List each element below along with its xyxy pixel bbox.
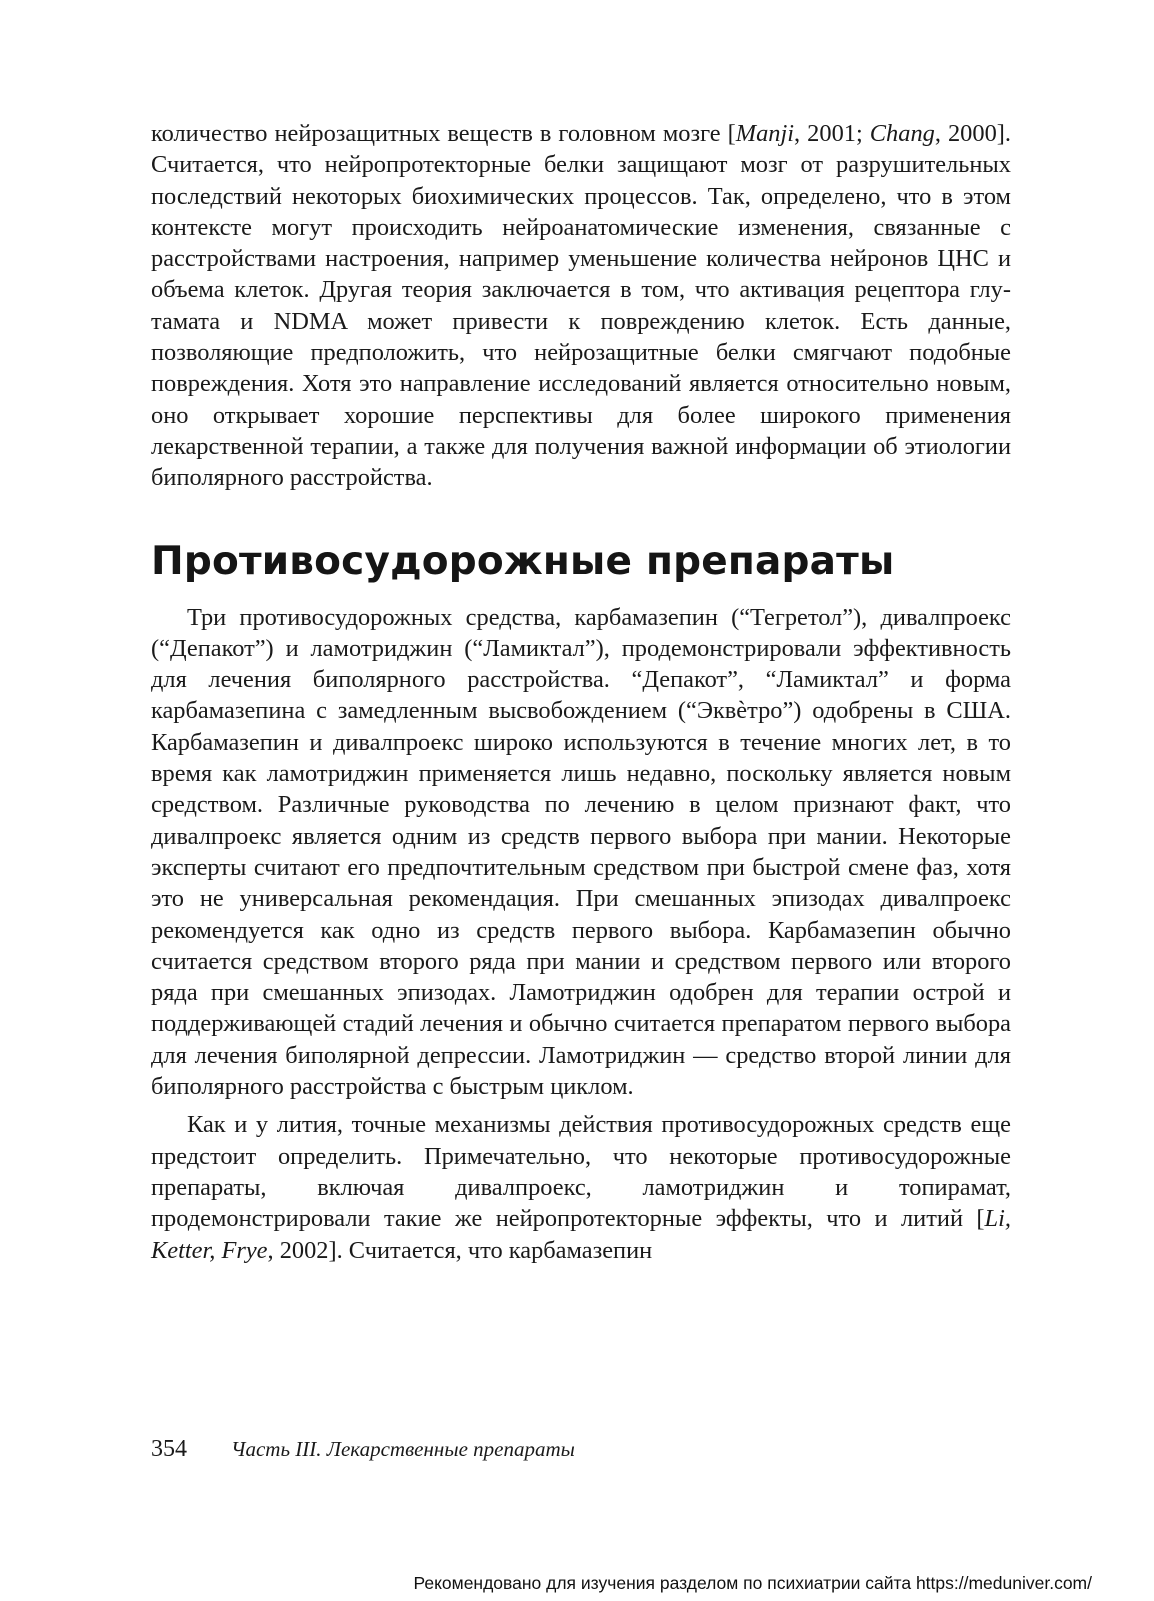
paragraph-intro	[151, 118, 1011, 494]
paragraph-text: количество нейрозащитных веществ в головном мозге [	[151, 120, 736, 147]
page-number: 354	[151, 1436, 187, 1462]
paragraph-anticonvulsants: Три противосудорожных средства, карбамазепин (“Тегретол”), дивалпроекс (“Депакот”) и ламотриджин (“Ламиктал”), продемонстрировали эффективность для лечения биполярного расстройства. “Депакот”, “Ламиктал” и форма карбамазепина с замедленным высвобождением (“Эквѐтро”) одобрены в США. Карбамазепин и дивалпроекс широко используются в течение многих лет, в то время как ламотриджин применяется лишь недавно, поскольку является новым средством. Различные руководства по лечению в целом признают факт, что дивалпроекс является одним из средств первого выбора при мании. Некоторые эксперты считают его предпочтительным средством при быстрой смене фаз, хотя это не универсальная рекомендация. При смешанных эпизодах дивалпроекс рекомендуется как одно из средств первого выбора. Карбамазепин обычно считается средством второго ряда при мании и средством первого или второго ряда при смешанных эпизодах. Ламотриджин одобрен для терапии острой и поддерживающей стадий лечения и обычно считается препаратом первого выбора для лечения биполярной депрессии. Ламотриджин — средство второй линии для биполярного расстройства с быстрым циклом.	[151, 603, 1011, 1101]
citation-author: Manji	[735, 120, 795, 147]
page-body	[151, 118, 1011, 1266]
citation-author: Li, Ketter, Frye	[151, 1205, 1011, 1264]
paragraph-text: , 2001;	[794, 120, 870, 147]
watermark-note: Рекомендовано для изучения разделом по психиатрии сайта https://meduniver.com/	[413, 1573, 1092, 1593]
paragraph-text: , 2000]. Считается, что нейропротекторные белки защищают мозг от разрушительных последствий некоторых биохимических процессов. Так, определено, что в этом контексте могут происходить нейроанатомические изменения, связанные с расстройствами настроения, например уменьшение количества нейронов ЦНС и объема клеток. Другая теория заключается в том, что активация рецептора глутамата и NDMA может привести к повреждению клеток. Есть данные, позволяющие предположить, что нейрозащитные белки смягчают подобные повреждения. Хотя это направление исследований является относительно новым, оно открывает хорошие перспективы для более широкого применения лекарственной терапии, а также для получения важной информации об этиологии биполярного расстройства.	[151, 120, 1011, 492]
running-title: Часть III. Лекарственные препараты	[231, 1437, 575, 1461]
paragraph-text: Как и у лития, точные механизмы действия противосудорожных средств еще предстоит определить. Примечательно, что некоторые противосудорожные препараты, включая дивалпроекс, ламотриджин и топирамат, продемонстрировали такие же нейропротекторные эффекты, что и литий [	[151, 1111, 1011, 1233]
section-heading: Противосудорожные препараты	[151, 538, 895, 584]
paragraph-mechanisms	[151, 1109, 1011, 1265]
page-footer	[151, 1434, 575, 1464]
paragraph-text: , 2002]. Считается, что карбамазепин	[267, 1236, 653, 1264]
citation-author: Chang	[869, 120, 935, 147]
